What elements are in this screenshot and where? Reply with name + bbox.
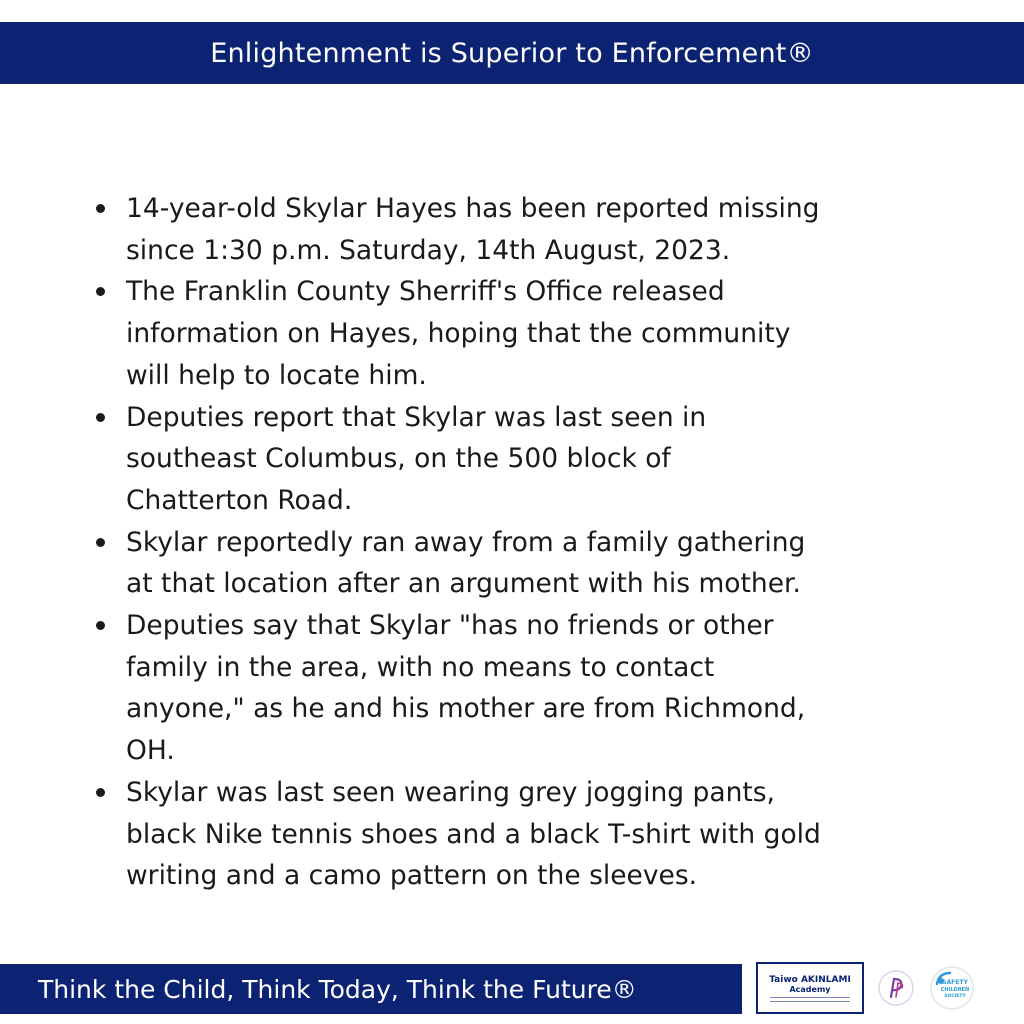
p-logo-icon xyxy=(876,968,916,1008)
bullet-dot-icon xyxy=(96,538,105,547)
safety-logo-text-2: CHILDREN xyxy=(940,987,970,993)
bullet-text: 14-year-old Skylar Hayes has been reported missing since 1:30 p.m. Saturday, 14th August, 2023. xyxy=(126,193,820,266)
bullet-dot-icon xyxy=(96,204,105,213)
bullet-dot-icon xyxy=(96,621,105,630)
list-item xyxy=(92,522,962,605)
academy-logo-subtitle: Academy xyxy=(789,984,831,994)
list-item xyxy=(92,188,962,271)
safety-logo-text-3: SOCIETY xyxy=(944,994,966,999)
bullet-text: Skylar was last seen wearing grey jogging pants, black Nike tennis shoes and a black T-shirt with gold writing and a camo pattern on the sleeves. xyxy=(126,776,821,892)
academy-logo-name: Taiwo AKINLAMI xyxy=(769,974,851,985)
header-banner xyxy=(0,22,1024,84)
academy-logo-tagline-lines xyxy=(770,997,850,1002)
bullet-text: Deputies report that Skylar was last seen in southeast Columbus, on the 500 block of Chatterton Road. xyxy=(126,401,707,516)
header-title: Enlightenment is Superior to Enforcement® xyxy=(210,37,814,69)
bullet-dot-icon xyxy=(96,287,105,296)
bullet-text: Deputies say that Skylar "has no friends or other family in the area, with no means to contact anyone," as he and his mother are from Richmond, OH. xyxy=(126,610,806,767)
list-item xyxy=(92,271,962,396)
academy-logo xyxy=(756,962,864,1014)
list-item xyxy=(92,772,962,897)
safety-children-society-logo-icon xyxy=(928,964,976,1012)
safety-logo-text-1: SAFETY xyxy=(942,979,968,986)
bullet-list xyxy=(92,188,962,897)
footer-banner xyxy=(0,964,742,1014)
list-item xyxy=(92,605,962,772)
bullet-text: Skylar reportedly ran away from a family gathering at that location after an argument with his mother. xyxy=(126,526,806,600)
footer-slogan: Think the Child, Think Today, Think the Future® xyxy=(38,974,637,1004)
bullet-dot-icon xyxy=(96,788,105,797)
list-item xyxy=(92,397,962,522)
bullet-text: The Franklin County Sherriff's Office released information on Hayes, hoping that the community will help to locate him. xyxy=(126,276,791,391)
bullet-dot-icon xyxy=(96,413,105,422)
